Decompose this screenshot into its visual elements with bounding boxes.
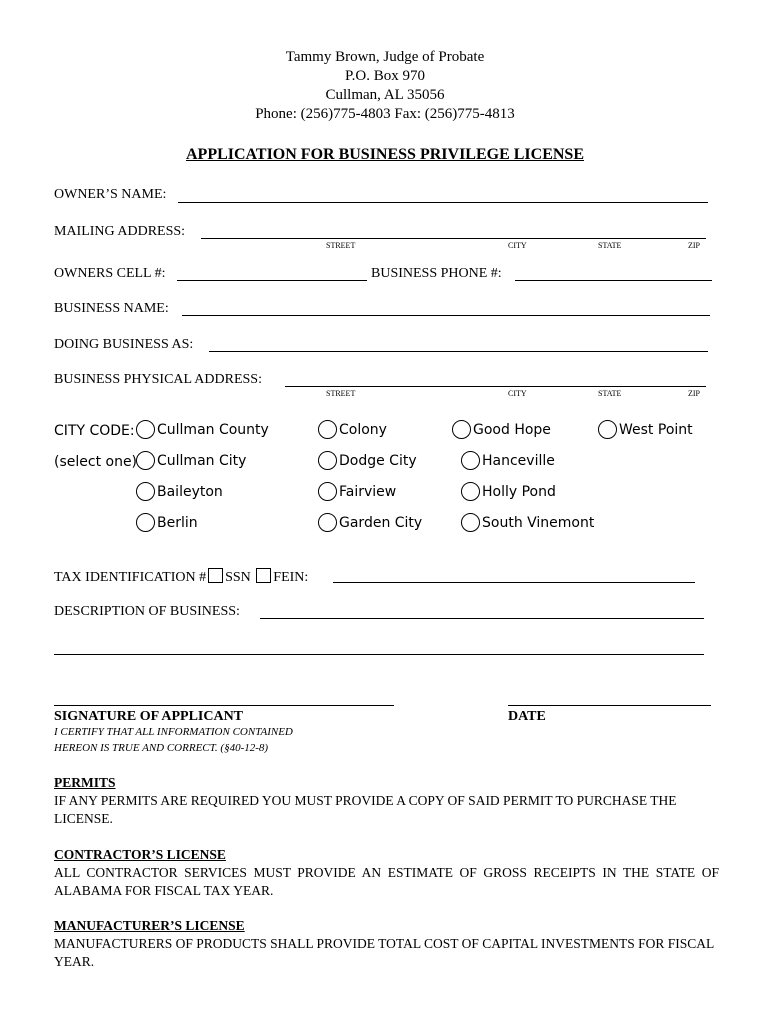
radio-circle-icon[interactable]: [461, 482, 480, 501]
city-option-berlin[interactable]: Berlin: [136, 513, 198, 532]
signature-field[interactable]: [54, 705, 394, 706]
street-sublabel: STREET: [326, 389, 356, 398]
contractor-section: [54, 846, 719, 900]
state-sublabel: STATE: [598, 389, 622, 398]
phone-fax: Phone: (256)775-4803 Fax: (256)775-4813: [255, 106, 515, 122]
city-option-south-vinemont[interactable]: South Vinemont: [461, 513, 594, 532]
radio-circle-icon[interactable]: [136, 451, 155, 470]
fein-checkbox[interactable]: [256, 568, 271, 583]
radio-circle-icon[interactable]: [318, 513, 337, 532]
business-name-field[interactable]: [182, 315, 710, 316]
business-name-label: BUSINESS NAME:: [54, 301, 169, 316]
physical-address-field[interactable]: [285, 386, 706, 387]
contractor-text: ALL CONTRACTOR SERVICES MUST PROVIDE AN ESTIMATE OF GROSS RECEIPTS IN THE STATE OF ALABAMA FOR FISCAL TAX YEAR.: [54, 865, 719, 898]
form-title: APPLICATION FOR BUSINESS PRIVILEGE LICENSE: [185, 146, 584, 163]
state-sublabel: STATE: [598, 241, 622, 250]
date-label: DATE: [508, 709, 546, 724]
city-option-baileyton[interactable]: Baileyton: [136, 482, 223, 501]
permits-section: [54, 774, 719, 828]
city-option-colony[interactable]: Colony: [318, 420, 387, 439]
zip-sublabel: ZIP: [688, 389, 700, 398]
city-option-cullman-city[interactable]: Cullman City: [136, 451, 246, 470]
manufacturer-text: MANUFACTURERS OF PRODUCTS SHALL PROVIDE TOTAL COST OF CAPITAL INVESTMENTS FOR FISCAL YEAR.: [54, 936, 714, 969]
mailing-address-field[interactable]: [201, 238, 706, 239]
city-code-label: CITY CODE:: [54, 423, 135, 439]
certify-line-1: I CERTIFY THAT ALL INFORMATION CONTAINED: [54, 726, 293, 738]
contractor-heading: CONTRACTOR’S LICENSE: [54, 847, 226, 862]
city-option-west-point[interactable]: West Point: [598, 420, 693, 439]
city-option-good-hope[interactable]: Good Hope: [452, 420, 551, 439]
city-option-hanceville[interactable]: Hanceville: [461, 451, 555, 470]
mailing-address-label: MAILING ADDRESS:: [54, 224, 186, 239]
tax-id-label: TAX IDENTIFICATION #: [54, 570, 207, 585]
ssn-label: SSN: [225, 570, 251, 585]
radio-circle-icon[interactable]: [136, 420, 155, 439]
owners-cell-label: OWNERS CELL #:: [54, 266, 166, 281]
description-field[interactable]: [260, 618, 704, 619]
radio-circle-icon[interactable]: [598, 420, 617, 439]
signature-label: SIGNATURE OF APPLICANT: [54, 709, 244, 724]
description-field-line-2[interactable]: [54, 654, 704, 655]
owners-name-label: OWNER’S NAME:: [54, 187, 167, 202]
tax-id-field[interactable]: [333, 582, 695, 583]
certify-line-2: HEREON IS TRUE AND CORRECT. (§40-12-8): [54, 742, 269, 754]
radio-circle-icon[interactable]: [452, 420, 471, 439]
radio-circle-icon[interactable]: [461, 451, 480, 470]
dba-label: DOING BUSINESS AS:: [54, 337, 194, 352]
radio-circle-icon[interactable]: [136, 513, 155, 532]
radio-circle-icon[interactable]: [318, 451, 337, 470]
zip-sublabel: ZIP: [688, 241, 700, 250]
radio-circle-icon[interactable]: [318, 482, 337, 501]
office-name: Tammy Brown, Judge of Probate: [285, 49, 485, 65]
fein-label: FEIN:: [273, 570, 309, 585]
radio-circle-icon[interactable]: [136, 482, 155, 501]
city-sublabel: CITY: [508, 389, 527, 398]
description-label: DESCRIPTION OF BUSINESS:: [54, 604, 240, 619]
business-phone-field[interactable]: [515, 280, 712, 281]
radio-circle-icon[interactable]: [461, 513, 480, 532]
city-sublabel: CITY: [508, 241, 527, 250]
city-state-zip: Cullman, AL 35056: [325, 87, 445, 103]
manufacturer-section: [54, 917, 719, 971]
radio-circle-icon[interactable]: [318, 420, 337, 439]
city-option-cullman-county[interactable]: Cullman County: [136, 420, 269, 439]
po-box: P.O. Box 970: [344, 68, 426, 84]
manufacturer-heading: MANUFACTURER’S LICENSE: [54, 918, 245, 933]
permits-heading: PERMITS: [54, 775, 116, 790]
business-phone-label: BUSINESS PHONE #:: [371, 266, 502, 281]
street-sublabel: STREET: [326, 241, 356, 250]
city-option-fairview[interactable]: Fairview: [318, 482, 396, 501]
city-option-holly-pond[interactable]: Holly Pond: [461, 482, 556, 501]
tax-id-row: [54, 568, 308, 586]
owners-cell-field[interactable]: [177, 280, 367, 281]
owners-name-field[interactable]: [178, 202, 708, 203]
dba-field[interactable]: [209, 351, 708, 352]
city-code-hint: (select one): [54, 454, 138, 470]
physical-address-label: BUSINESS PHYSICAL ADDRESS:: [54, 372, 262, 387]
city-option-garden-city[interactable]: Garden City: [318, 513, 422, 532]
date-field[interactable]: [508, 705, 711, 706]
city-option-dodge-city[interactable]: Dodge City: [318, 451, 417, 470]
permits-text: IF ANY PERMITS ARE REQUIRED YOU MUST PROVIDE A COPY OF SAID PERMIT TO PURCHASE THE LICENSE.: [54, 793, 677, 826]
ssn-checkbox[interactable]: [208, 568, 223, 583]
